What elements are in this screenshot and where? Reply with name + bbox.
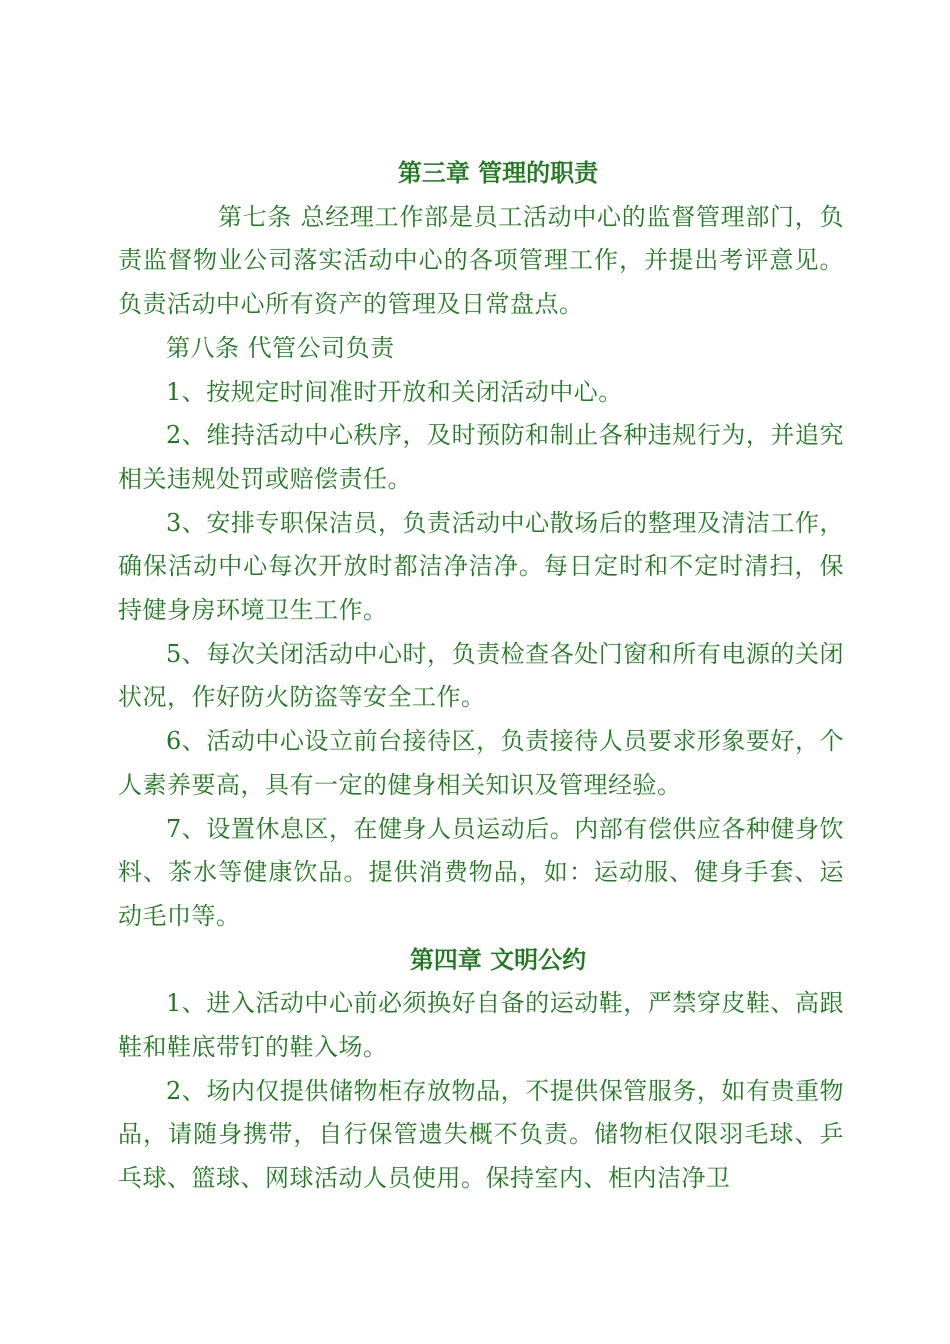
chapter-4-item-1: 1、进入活动中心前必须换好自备的运动鞋，严禁穿皮鞋、高跟鞋和鞋底带钉的鞋入场。 (118, 989, 844, 1062)
chapter-3-title: 第三章 管理的职责 (397, 159, 599, 187)
chapter-3-item-2: 2、维持活动中心秩序，及时预防和制止各种违规行为，并追究相关违规处罚或赔偿责任。 (118, 421, 844, 493)
chapter-3-item-6: 6、活动中心设立前台接待区，负责接待人员要求形象要好，个人素养要高，具有一定的健身相关知识及管理经验。 (118, 727, 844, 799)
article-8: 第八条 代管公司负责 (166, 333, 395, 362)
chapter-3-item-5: 5、每次关闭活动中心时，负责检查各处门窗和所有电源的关闭状况，作好防火防盗等安全工作。 (118, 639, 844, 712)
chapter-4-title: 第四章 文明公约 (409, 945, 587, 974)
document-page (118, 152, 844, 1201)
chapter-3-item-7: 7、设置休息区，在健身人员运动后。内部有偿供应各种健身饮料、茶水等健康饮品。提供消费物品，如：运动服、健身手套、运动毛巾等。 (118, 814, 844, 930)
chapter-3-item-3: 3、安排专职保洁员，负责活动中心散场后的整理及清洁工作，确保活动中心每次开放时都洁净洁净。每日定时和不定时清扫，保持健身房环境卫生工作。 (118, 508, 844, 625)
chapter-3-item-1: 1、按规定时间准时开放和关闭活动中心。 (166, 377, 623, 406)
article-7: 第七条 总经理工作部是员工活动中心的监督管理部门，负责监督物业公司落实活动中心的各项管理工作，并提出考评意见。负责活动中心所有资产的管理及日常盘点。 (118, 202, 844, 319)
chapter-4-item-2: 2、场内仅提供储物柜存放物品，不提供保管服务，如有贵重物品，请随身携带，自行保管遗失概不负责。储物柜仅限羽毛球、乒乓球、篮球、网球活动人员使用。保持室内、柜内洁净卫 (118, 1076, 844, 1193)
